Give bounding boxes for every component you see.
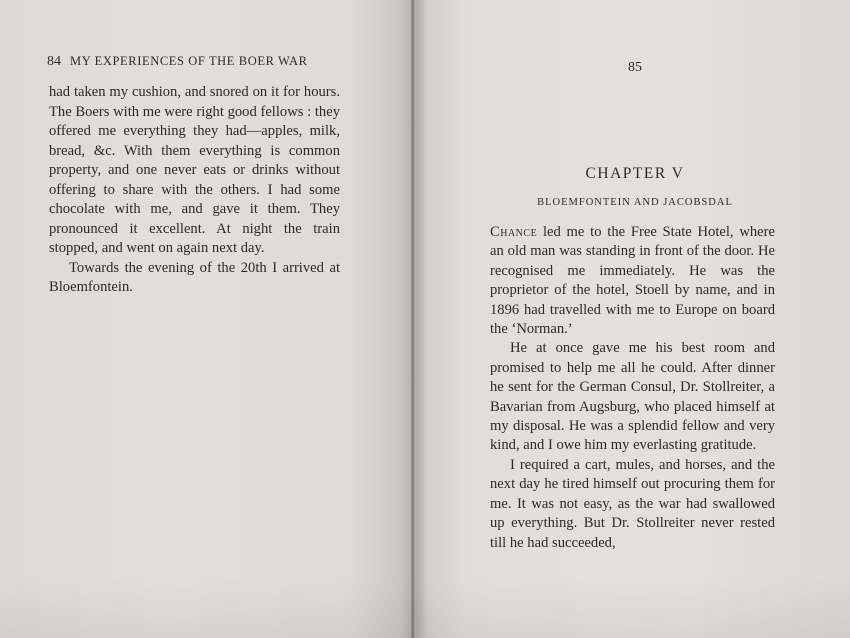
right-paragraph-2: He at once gave me his best room and promised to help me all he could. After dinner he sent for the German Consul, Dr. Stollreiter, a Bavarian from Augsburg, who placed himself at my disposal. He was a splendid fellow and very kind, and I owe him my everlasting gratitude. <box>490 340 775 454</box>
right-paragraph-3: I required a cart, mules, and horses, and the next day he tired himself out procuring them for me. It was not easy, as the war had swallowed up everything. But Dr. Stollreiter never rested till he had succeeded, <box>490 456 775 551</box>
left-paragraph-1: had taken my cushion, and snored on it for hours. The Boers with me were right good fellows : they offered me everything they had—apples, milk, bread, &c. With them everything is common property, and one never eats or drinks without offering to share with the others. I had some chocolate with me, and gave it them. They pronounced it excellent. At night the train stopped, and went on again next day. <box>49 84 340 256</box>
chapter-subtitle: BLOEMFONTEIN AND JACOBSDAL <box>537 197 733 208</box>
left-page-number: 84 <box>47 54 61 69</box>
right-paragraph-1-text: led me to the Free State Hotel, where an old man was standing in front of the door. He recognised me immediately. He was the proprietor of the hotel, Stoell by name, and in 1896 had travelled with me to Europe on board the ‘Norman.’ <box>490 224 775 338</box>
running-head-title: MY EXPERIENCES OF THE BOER WAR <box>70 54 308 68</box>
right-paragraph-1 <box>490 223 775 339</box>
left-paragraph-2: Towards the evening of the 20th I arrived at Bloemfontein. <box>49 259 340 295</box>
right-page-body <box>490 223 775 553</box>
right-page-number: 85 <box>628 60 642 75</box>
chapter-opening-word: Chance <box>490 224 538 240</box>
running-head <box>47 54 347 70</box>
chapter-title: CHAPTER V <box>585 165 685 182</box>
left-page-body <box>49 83 340 298</box>
book-gutter <box>410 0 416 638</box>
